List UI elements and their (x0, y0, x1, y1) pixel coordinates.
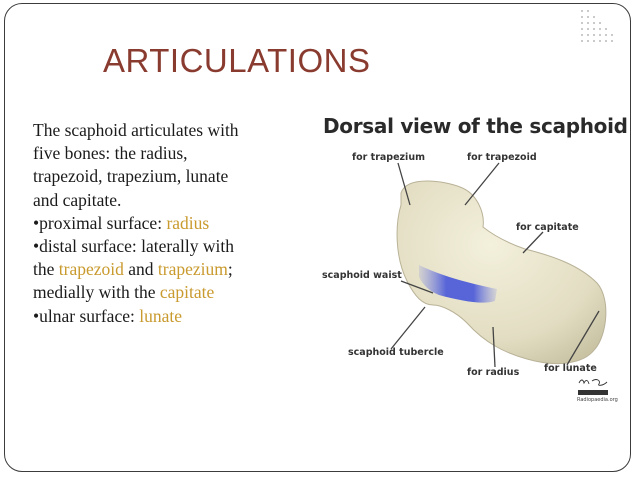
corner-dot (611, 40, 613, 42)
corner-dot (587, 28, 589, 30)
highlight-trapezium: trapezium (157, 259, 228, 280)
corner-dot (593, 40, 595, 42)
corner-dot (593, 22, 595, 24)
corner-dot (581, 28, 583, 30)
bullet-text: •ulnar surface: (33, 305, 140, 326)
corner-dot (599, 28, 601, 30)
corner-dot (587, 16, 589, 18)
highlight-trapezoid: trapezoid (58, 259, 124, 280)
intro-line: five bones: the radius, (33, 143, 188, 164)
corner-dot (593, 28, 595, 30)
credit-text: Radiopaedia.org (577, 397, 618, 403)
corner-dot (605, 40, 607, 42)
artist-signature (579, 380, 607, 386)
corner-dot (581, 34, 583, 36)
corner-dot (605, 34, 607, 36)
leader-line (391, 307, 425, 349)
intro-line: trapezoid, trapezium, lunate (33, 166, 229, 187)
corner-dot (593, 16, 595, 18)
label-scaphoid-tubercle: scaphoid tubercle (348, 347, 444, 358)
body-text (33, 119, 303, 328)
label-scaphoid-waist: scaphoid waist (322, 270, 402, 281)
highlight-radius: radius (166, 212, 210, 233)
leader-line (465, 163, 499, 205)
bullet-distal-surface-cont (33, 281, 303, 304)
bullet-ulnar-surface (33, 305, 303, 328)
corner-dot (611, 34, 613, 36)
corner-dot (605, 28, 607, 30)
bullet-proximal-surface (33, 212, 303, 235)
scaphoid-figure (315, 105, 628, 415)
slide-title: ARTICULATIONS (103, 42, 371, 79)
label-for-lunate: for lunate (544, 363, 597, 374)
bullet-text: and (123, 259, 158, 280)
bullet-distal-surface: •distal surface: laterally with (33, 236, 234, 257)
label-for-capitate: for capitate (516, 222, 579, 233)
corner-dot (587, 34, 589, 36)
corner-dot (581, 22, 583, 24)
corner-dot (581, 16, 583, 18)
corner-dot (599, 22, 601, 24)
label-for-trapezium: for trapezium (352, 152, 425, 163)
corner-dot (593, 34, 595, 36)
corner-dot (587, 22, 589, 24)
highlight-lunate: lunate (139, 305, 182, 326)
bullet-text: •proximal surface: (33, 212, 167, 233)
highlight-capitate: capitate (159, 282, 215, 303)
bullet-distal-surface-cont (33, 258, 303, 281)
corner-dot (587, 40, 589, 42)
label-for-trapezoid: for trapezoid (467, 152, 537, 163)
corner-dot (581, 40, 583, 42)
figure-title: Dorsal view of the scaphoid (323, 114, 628, 138)
corner-dot (587, 10, 589, 12)
bullet-text: ; (227, 259, 233, 280)
corner-dot (581, 10, 583, 12)
intro-line: and capitate. (33, 189, 122, 210)
intro-line: The scaphoid articulates with (33, 120, 239, 140)
logo-mark (578, 390, 608, 395)
leader-line (523, 232, 543, 253)
corner-dot (599, 40, 601, 42)
corner-dot (599, 34, 601, 36)
bullet-text: medially with the (33, 282, 160, 303)
corner-dot-pattern (581, 10, 621, 50)
bullet-text: the (33, 259, 59, 280)
label-for-radius: for radius (467, 367, 520, 378)
